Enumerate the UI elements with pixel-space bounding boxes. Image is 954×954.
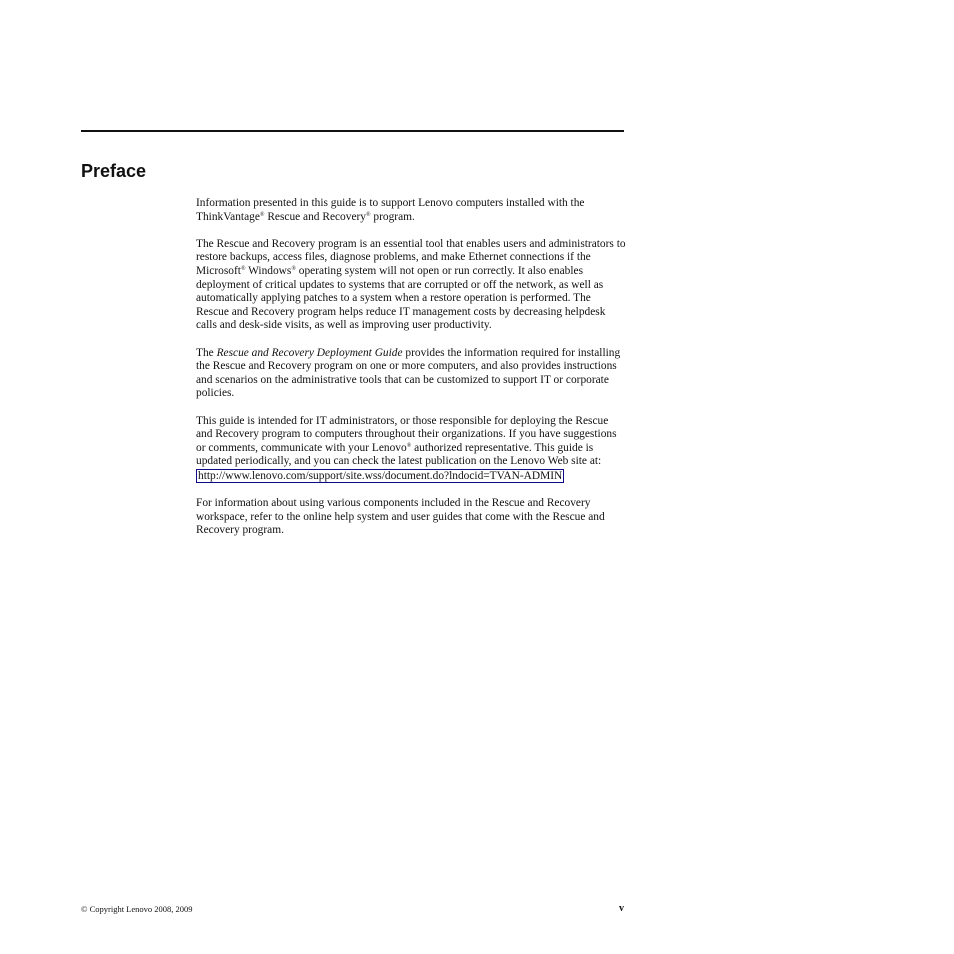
p5-text-a: For information about using various components included in the Rescue and Recovery workspace, refer to the online help system and user guides that come with the Rescue and Recovery program. — [196, 497, 605, 537]
copyright-footer: © Copyright Lenovo 2008, 2009 — [81, 904, 193, 914]
paragraph-3 — [196, 347, 626, 401]
registered-mark: ® — [259, 211, 265, 218]
p4-text-a: This guide is intended for IT administrators, or those responsible for deploying the Rescue and Recovery program to computers throughout their organizations. If you have suggestions or comments, communicate with your Lenovo — [196, 414, 617, 454]
paragraph-1 — [196, 197, 626, 224]
p2-text-c: operating system will not open or run correctly. It also enables deployment of critical updates to systems that are corrupted or off the network, as well as automatically applying patches to a system when a restore operation is performed. The Rescue and Recovery program helps reduce IT management costs by decreasing helpdesk calls and desk-side visits, as well as improving user productivity. — [196, 264, 606, 332]
registered-mark: ® — [291, 265, 296, 272]
paragraph-5 — [196, 497, 626, 538]
preface-body — [196, 197, 626, 551]
registered-mark: ® — [366, 211, 371, 218]
header-rule — [81, 130, 624, 132]
paragraph-4 — [196, 415, 626, 484]
p3-text-b: provides the information required for installing the Rescue and Recovery program on one or more computers, and also provides instructions and scenarios on the administrative tools that can be customized to support IT or corporate policies. — [196, 346, 621, 400]
paragraph-2 — [196, 238, 626, 333]
guide-title-italic: Rescue and Recovery Deployment Guide — [216, 346, 403, 359]
page-number: v — [619, 903, 624, 914]
p2-text-b: Windows — [245, 264, 292, 277]
lenovo-web-link[interactable]: http://www.lenovo.com/support/site.wss/document.do?lndocid=TVAN-ADMIN — [198, 469, 563, 482]
p1-text-b: Rescue and Recovery — [264, 210, 366, 223]
registered-mark: ® — [406, 442, 412, 449]
page-title: Preface — [81, 161, 147, 181]
p2-text-a: The Rescue and Recovery program is an essential tool that enables users and administrators to restore backups, access files, diagnose problems, and make Ethernet connections if the Microsoft — [196, 237, 626, 277]
registered-mark: ® — [240, 265, 246, 272]
p1-text-c: program. — [370, 210, 415, 223]
p1-text-a: Information presented in this guide is to support Lenovo computers installed with the ThinkVantage — [196, 197, 585, 223]
p4-text-b: authorized representative. This guide is updated periodically, and you can check the latest publication on the Lenovo Web site at: — [196, 441, 602, 468]
p3-text-a: The — [196, 346, 217, 359]
